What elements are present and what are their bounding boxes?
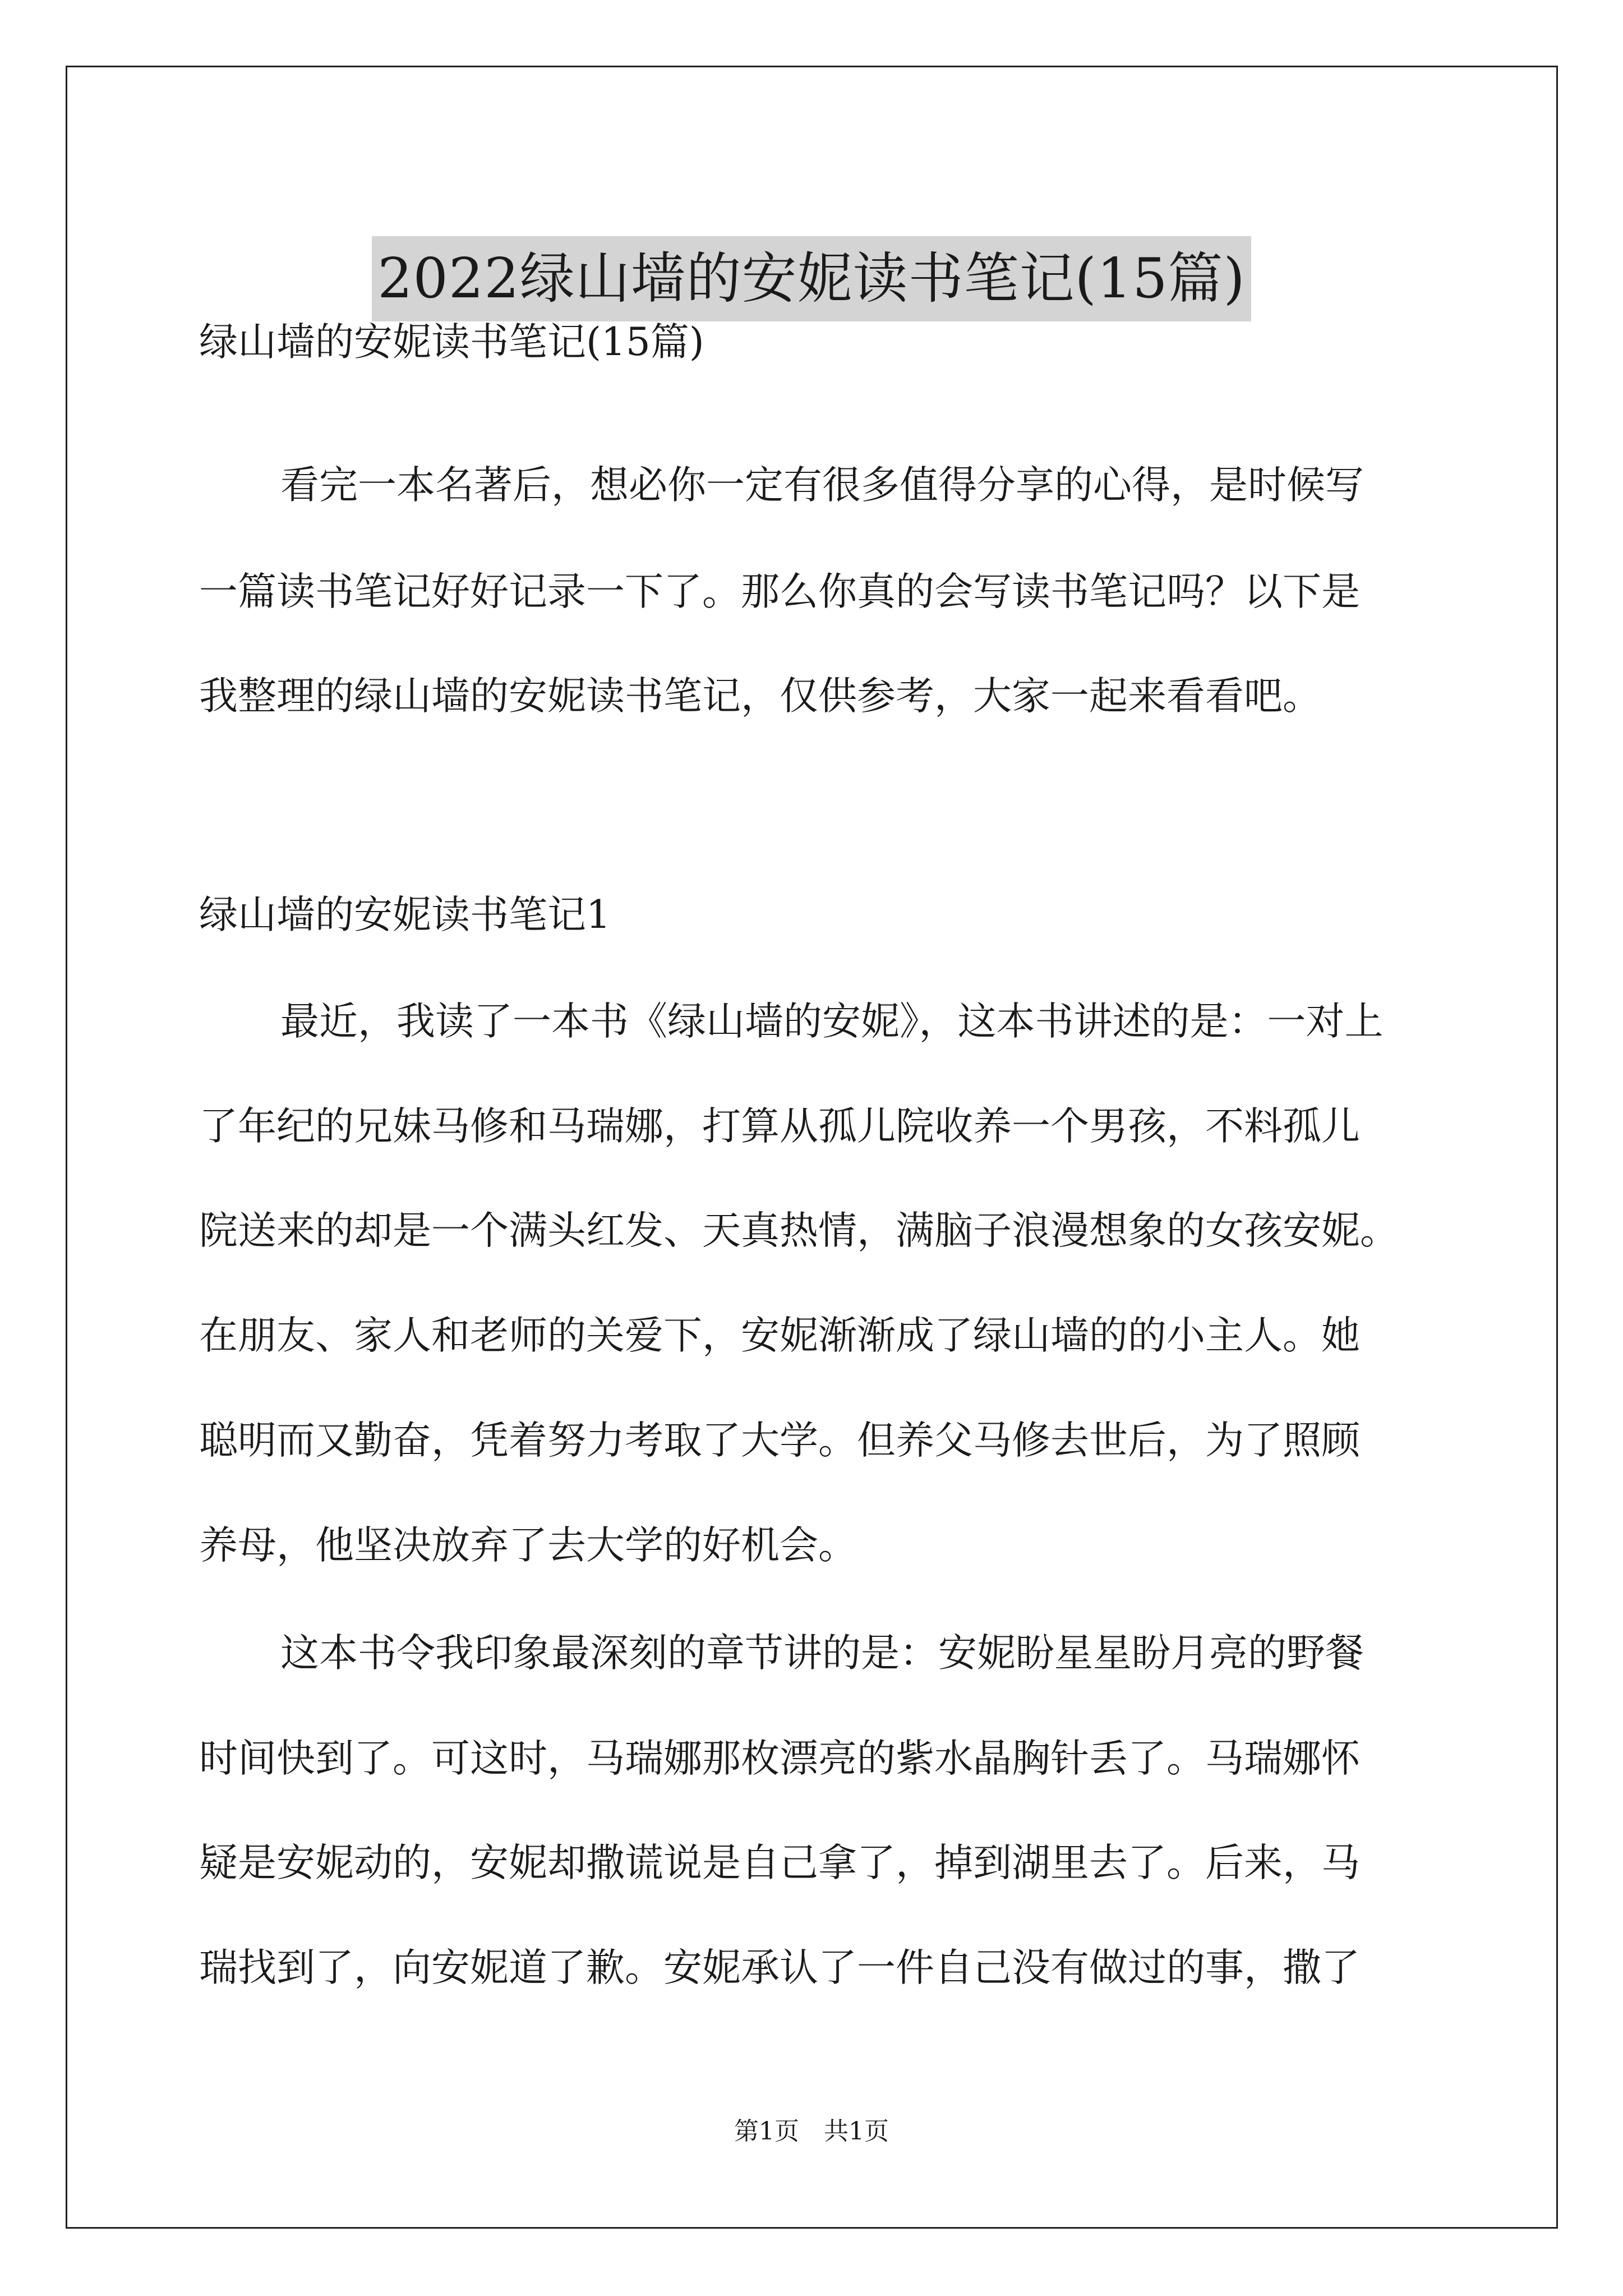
section-heading: 绿山墙的安妮读书笔记1 bbox=[199, 892, 611, 937]
paragraph-line: 院送来的却是一个满头红发、天真热情，满脑子浪漫想象的女孩安妮。 bbox=[199, 1208, 1399, 1253]
paragraph-line: 最近，我读了一本书《绿山墙的安妮》，这本书讲述的是：一对上 bbox=[280, 999, 1384, 1044]
intro-line: 一篇读书笔记好好记录一下了。那么你真的会写读书笔记吗？以下是 bbox=[199, 569, 1360, 614]
paragraph-line: 了年纪的兄妹马修和马瑞娜，打算从孤儿院收养一个男孩，不料孤儿 bbox=[199, 1104, 1360, 1149]
paragraph-line: 养母，他坚决放弃了去大学的好机会。 bbox=[199, 1523, 857, 1568]
page-footer: 第1页 共1页 bbox=[734, 2117, 889, 2146]
paragraph-line: 时间快到了。可这时，马瑞娜那枚漂亮的紫水晶胸针丢了。马瑞娜怀 bbox=[199, 1736, 1360, 1781]
paragraph-line: 这本书令我印象最深刻的章节讲的是：安妮盼星星盼月亮的野餐 bbox=[280, 1631, 1364, 1676]
paragraph-line: 聪明而又勤奋，凭着努力考取了大学。但养父马修去世后，为了照顾 bbox=[199, 1418, 1360, 1463]
paragraph-line: 瑞找到了，向安妮道了歉。安妮承认了一件自己没有做过的事，撒了 bbox=[199, 1945, 1360, 1990]
paragraph-line: 疑是安妮动的，安妮却撒谎说是自己拿了，掉到湖里去了。后来，马 bbox=[199, 1841, 1360, 1885]
intro-line: 看完一本名著后，想必你一定有很多值得分享的心得，是时候写 bbox=[280, 463, 1364, 508]
paragraph-line: 在朋友、家人和老师的关爱下，安妮渐渐成了绿山墙的的小主人。她 bbox=[199, 1313, 1360, 1358]
document-title: 2022绿山墙的安妮读书笔记(15篇) bbox=[372, 236, 1251, 321]
subtitle: 绿山墙的安妮读书笔记(15篇) bbox=[199, 320, 704, 365]
intro-line: 我整理的绿山墙的安妮读书笔记，仅供参考，大家一起来看看吧。 bbox=[199, 674, 1321, 719]
